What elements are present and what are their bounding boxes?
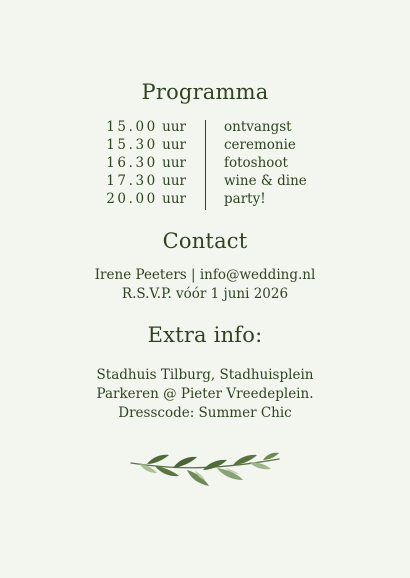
extra-info-line: Dresscode: Summer Chic [118, 405, 292, 421]
schedule-row [0, 172, 410, 190]
contact-heading: Contact [162, 229, 248, 253]
schedule-unit: uur [162, 137, 186, 153]
schedule-time-wrap [102, 136, 186, 154]
schedule-time-wrap [102, 172, 186, 190]
schedule-time: 20.00 [106, 191, 158, 207]
schedule-event: party! [224, 191, 266, 207]
extra-info-line: Stadhuis Tilburg, Stadhuisplein [96, 367, 314, 383]
schedule-unit: uur [162, 155, 186, 171]
olive-branch-icon [125, 446, 285, 496]
schedule-event: fotoshoot [224, 155, 288, 171]
schedule-event: ceremonie [224, 137, 296, 153]
schedule-row [0, 136, 410, 154]
schedule-unit: uur [162, 173, 186, 189]
schedule-time-wrap [102, 190, 186, 208]
contact-info [0, 266, 410, 304]
extra-info-heading: Extra info: [147, 323, 263, 347]
schedule-unit: uur [162, 119, 186, 135]
contact-line: Irene Peeters | info@wedding.nl [94, 267, 316, 283]
extra-info [0, 366, 410, 423]
schedule-row [0, 190, 410, 208]
schedule-time-wrap [102, 154, 186, 172]
schedule-event: wine & dine [224, 173, 307, 189]
schedule-time-wrap [102, 118, 186, 136]
schedule-row [0, 154, 410, 172]
schedule-time: 15.00 [106, 119, 158, 135]
schedule [0, 118, 410, 210]
contact-line: R.S.V.P. vóór 1 juni 2026 [121, 286, 289, 302]
extra-info-line: Parkeren @ Pieter Vreedeplein. [96, 386, 314, 402]
programma-heading: Programma [141, 80, 269, 104]
schedule-unit: uur [162, 191, 186, 207]
schedule-time: 16.30 [106, 155, 158, 171]
schedule-time: 17.30 [106, 173, 158, 189]
schedule-event: ontvangst [224, 119, 292, 135]
schedule-row [0, 118, 410, 136]
schedule-time: 15.30 [106, 137, 158, 153]
